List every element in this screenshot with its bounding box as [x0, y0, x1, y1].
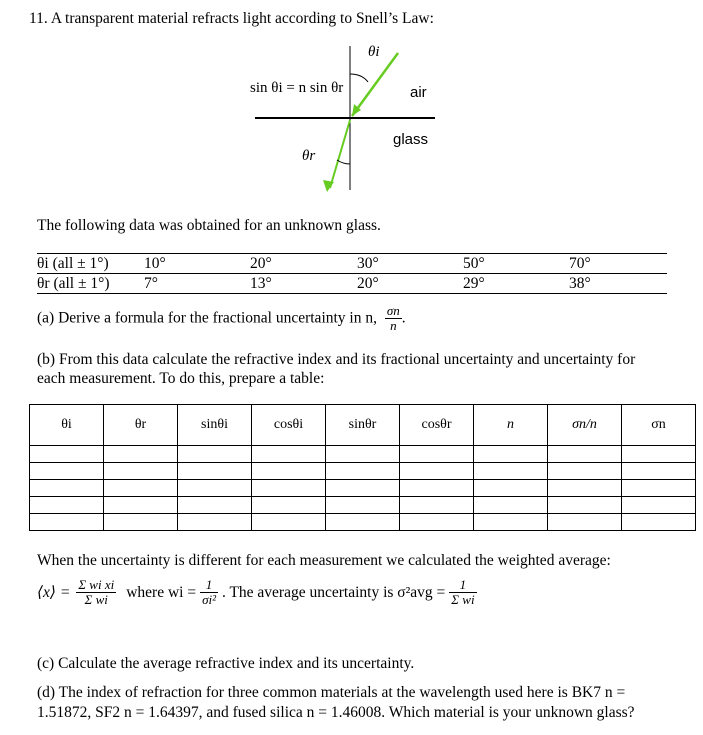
part-a-text: (a) Derive a formula for the fractional uncertainty in n,	[37, 309, 377, 327]
part-d-line-1: (d) The index of refraction for three common materials at the wavelength used here is BK7 n =	[37, 684, 626, 701]
snell-equation: sin θi = n sin θr	[250, 80, 344, 96]
mean-lhs: ⟨x⟩ =	[37, 584, 71, 602]
theta-r-value: 29°	[463, 275, 485, 292]
theta-r-value: 38°	[569, 275, 591, 292]
theta-i-value: 10°	[144, 255, 166, 272]
table-row	[30, 514, 696, 531]
header-cell: cosθr	[400, 405, 474, 446]
refracted-arrowhead	[323, 180, 334, 192]
header-cell: n	[474, 405, 548, 446]
part-b-line-2: each measurement. To do this, prepare a table:	[37, 370, 325, 387]
theta-i-row-label: θi (all ± 1°)	[37, 255, 109, 272]
theta-i-label: θi	[368, 44, 380, 60]
part-a-frac-num: σn	[386, 303, 400, 318]
part-c: (c) Calculate the average refractive index and its uncertainty.	[37, 655, 415, 672]
header-cell: σn	[622, 405, 696, 446]
glass-label: glass	[393, 131, 429, 148]
prep-table	[29, 404, 696, 531]
prep-table-header-row	[30, 405, 696, 446]
theta-r-value: 7°	[144, 275, 158, 292]
avg-text: . The average uncertainty is σ²avg =	[221, 583, 446, 601]
part-b-line-1: (b) From this data calculate the refractive index and its fractional uncertainty and uncertainty for	[37, 351, 636, 368]
table-row	[30, 497, 696, 514]
mean-den: Σ wi	[84, 592, 108, 608]
weight-num: 1	[200, 578, 218, 593]
weighted-intro: When the uncertainty is different for each measurement we calculated the weighted average:	[37, 552, 611, 569]
table-row	[30, 463, 696, 480]
theta-r-row-label: θr (all ± 1°)	[37, 275, 110, 292]
data-intro: The following data was obtained for an unknown glass.	[37, 217, 381, 234]
theta-r-value: 20°	[357, 275, 379, 292]
question-title: 11. A transparent material refracts light according to Snell’s Law:	[29, 10, 434, 27]
table-row	[30, 480, 696, 497]
theta-i-value: 30°	[357, 255, 379, 272]
theta-r-value: 13°	[250, 275, 272, 292]
theta-r-label: θr	[302, 148, 316, 164]
header-cell: θi	[30, 405, 104, 446]
incident-ray	[352, 53, 398, 116]
part-a-fraction	[385, 304, 402, 334]
mean-fraction	[76, 578, 116, 608]
part-a: (a) Derive a formula for the fractional uncertainty in n, $\frac{\sigma n}{n}$ .	[37, 303, 406, 334]
avg-fraction	[449, 578, 476, 608]
weight-den: σi²	[202, 592, 216, 608]
where-text: where wi =	[126, 583, 197, 601]
avg-num: 1	[449, 578, 476, 593]
theta-i-arc	[350, 74, 368, 82]
header-cell: cosθi	[252, 405, 326, 446]
part-d-line-2: 1.51872, SF2 n = 1.64397, and fused silica n = 1.46008. Which material is your unknown glass?	[37, 704, 635, 721]
snells-law-diagram	[240, 40, 460, 200]
table-row	[30, 446, 696, 463]
air-label: air	[410, 84, 427, 101]
refracted-ray	[330, 120, 350, 188]
header-cell: σn/n	[548, 405, 622, 446]
avg-den: Σ wi	[451, 592, 475, 608]
header-cell: sinθr	[326, 405, 400, 446]
data-table	[37, 253, 667, 294]
header-cell: θr	[104, 405, 178, 446]
theta-i-value: 20°	[250, 255, 272, 272]
weight-fraction	[200, 578, 218, 608]
weighted-formula	[37, 578, 481, 608]
header-cell: sinθi	[178, 405, 252, 446]
part-a-frac-den: n	[390, 318, 397, 334]
theta-i-value: 50°	[463, 255, 485, 272]
mean-num: Σ wi xi	[78, 577, 115, 592]
theta-i-value: 70°	[569, 255, 591, 272]
